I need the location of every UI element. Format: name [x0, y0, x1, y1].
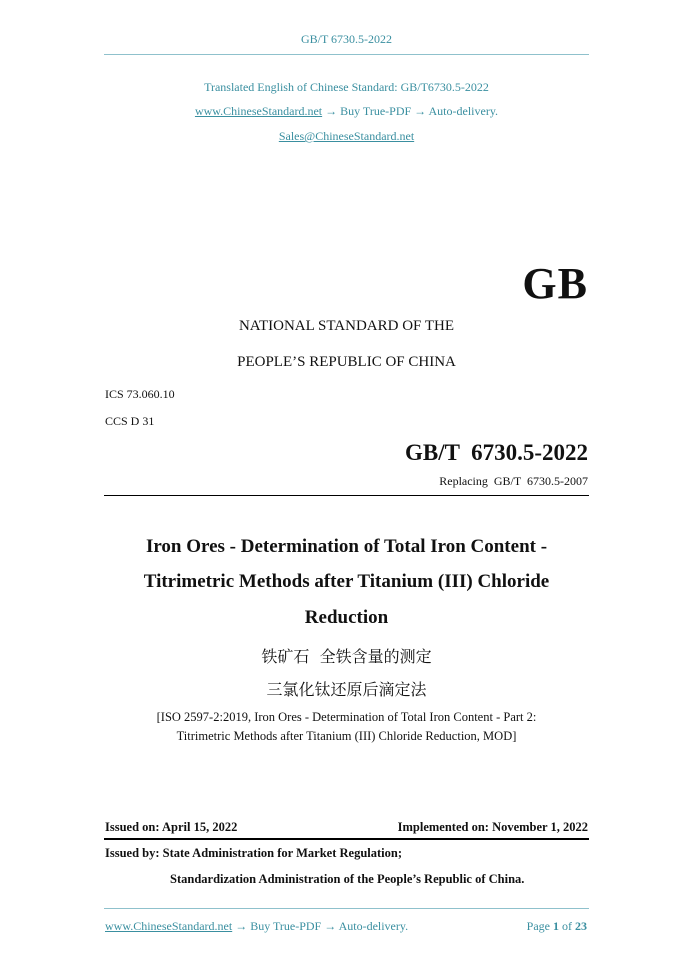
title-cn-line-1: 铁矿石 全铁含量的测定 — [261, 647, 432, 666]
running-header: GB/T 6730.5-2022 — [300, 32, 393, 46]
footer-site-link[interactable]: www.ChineseStandard.net — [105, 919, 233, 933]
promo-line-1: Translated English of Chinese Standard: GB/T6730.5-2022 — [204, 80, 489, 94]
of-label: of — [562, 919, 572, 933]
header-rule — [104, 54, 589, 55]
standard-number: GB/T 6730.5-2022 — [405, 440, 588, 465]
iso-reference-line-2: Titrimetric Methods after Titanium (III) Chloride Reduction, MOD] — [176, 729, 517, 743]
site-link[interactable]: www.ChineseStandard.net — [194, 104, 323, 118]
title-en-line-3: Reduction — [304, 607, 389, 628]
page-label: Page — [526, 919, 550, 933]
iso-reference-line-1: [ISO 2597-2:2019, Iron Ores - Determination of Total Iron Content - Part 2: — [156, 710, 537, 724]
title-cn-line-2: 三氯化钛还原后滴定法 — [266, 680, 427, 699]
implemented-on-date: Implemented on: November 1, 2022 — [397, 820, 588, 834]
issued-by-line-1: Issued by: State Administration for Market Regulation; — [105, 846, 402, 860]
page-number: 1 — [553, 919, 559, 933]
total-pages: 23 — [575, 919, 587, 933]
promo-line-2 — [0, 104, 693, 119]
footer-rule — [104, 908, 589, 909]
ics-code: ICS 73.060.10 — [105, 387, 175, 401]
sales-email-link[interactable]: Sales@ChineseStandard.net — [278, 129, 415, 143]
issued-on-date: Issued on: April 15, 2022 — [105, 820, 238, 834]
dates-rule — [104, 838, 589, 840]
footer-promo-text: → Buy True-PDF → Auto-delivery. — [235, 919, 409, 933]
page-indicator — [527, 919, 587, 934]
replacing-note: Replacing GB/T 6730.5-2007 — [439, 474, 588, 488]
ccs-code: CCS D 31 — [105, 414, 155, 428]
footer-promo — [105, 919, 408, 934]
promo-line-2-text: → Buy True-PDF → Auto-delivery. — [325, 104, 499, 118]
title-rule — [104, 495, 589, 496]
gb-logo: GB — [522, 259, 588, 308]
title-en-line-2: Titrimetric Methods after Titanium (III) Chloride — [143, 571, 550, 592]
title-en-line-1: Iron Ores - Determination of Total Iron Content - — [145, 536, 548, 557]
promo-line-3 — [0, 129, 693, 144]
issued-by-line-2: Standardization Administration of the People’s Republic of China. — [170, 872, 525, 886]
national-standard-line-2: PEOPLE’S REPUBLIC OF CHINA — [237, 354, 456, 370]
national-standard-line-1: NATIONAL STANDARD OF THE — [238, 318, 455, 334]
